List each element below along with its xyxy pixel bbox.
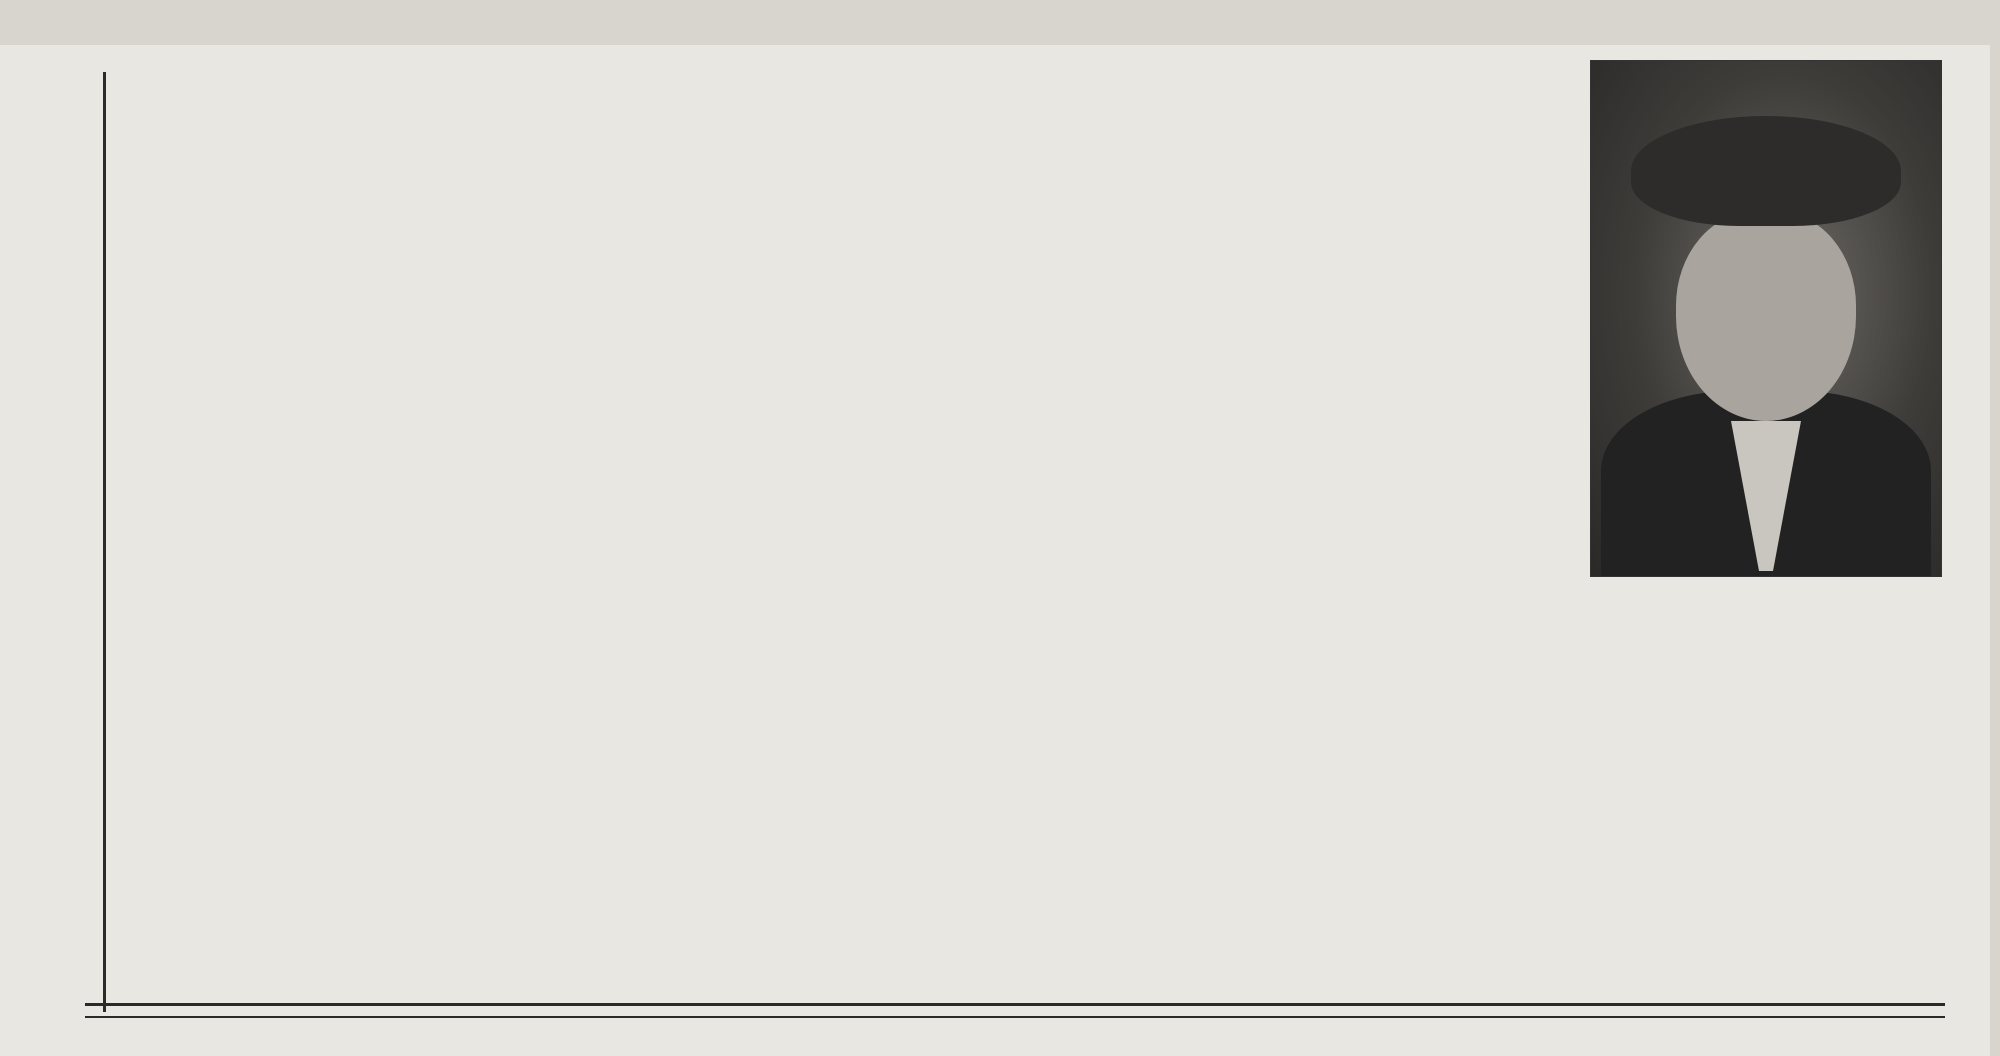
adjacent-column-fragment: [0, 60, 95, 1050]
article-column-3: [847, 197, 1182, 987]
photo-cap: [1631, 116, 1901, 226]
portrait-photo: [1590, 60, 1942, 577]
article-column-5: [1590, 612, 1947, 992]
section-rule: [85, 1003, 1945, 1018]
next-article-headline: [98, 1022, 798, 1056]
article-column-1: [133, 197, 453, 987]
column-divider: [103, 72, 106, 1012]
article-headline: [135, 78, 1546, 188]
next-article-text: [838, 1036, 1178, 1056]
article-column-2: [478, 197, 813, 987]
article-column-4: [1212, 197, 1562, 987]
photo-face: [1676, 211, 1856, 421]
